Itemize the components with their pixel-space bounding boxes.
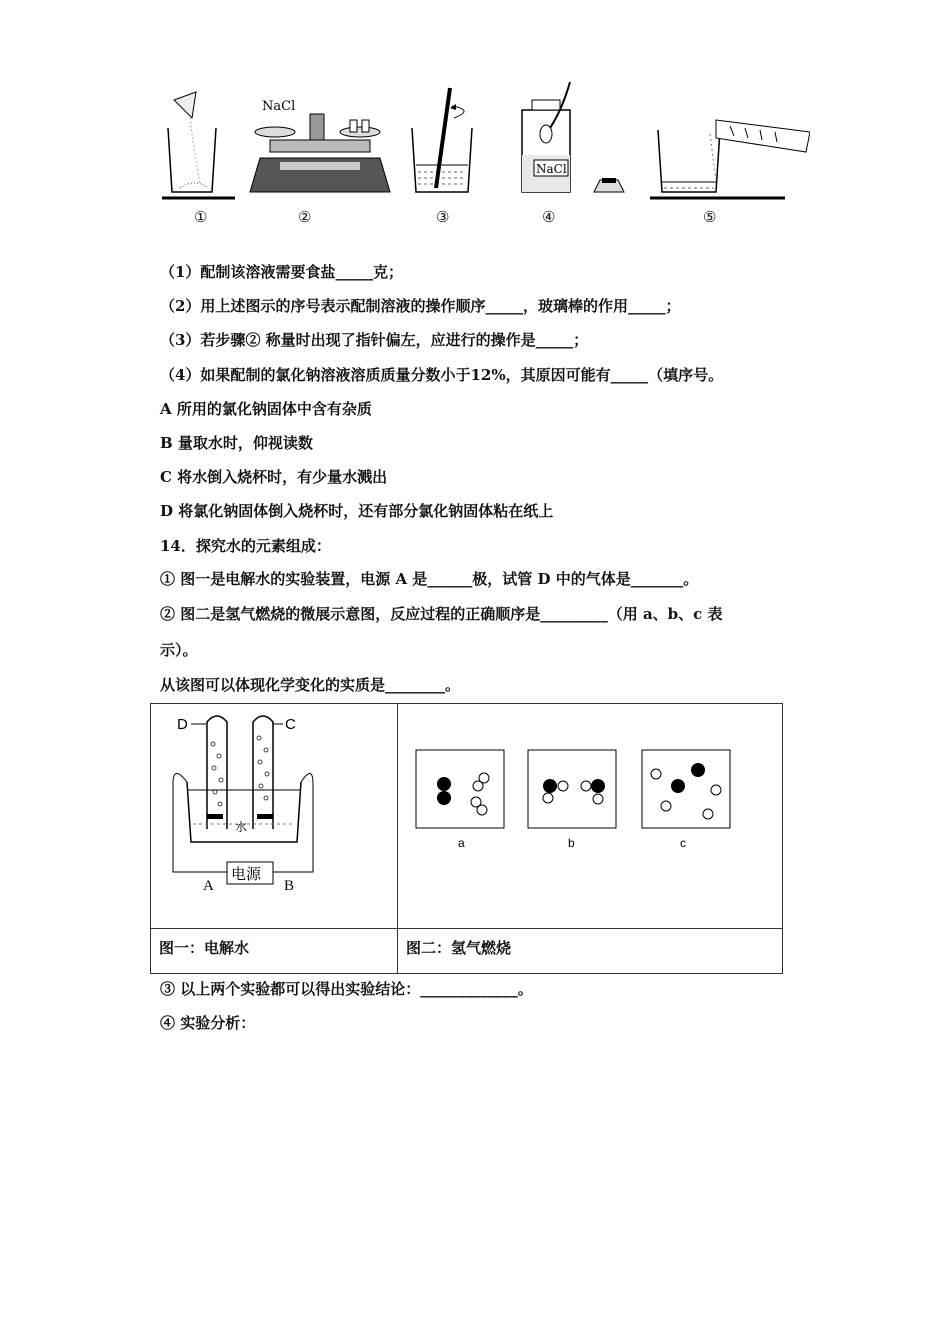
figure2-cell bbox=[398, 704, 783, 929]
hydrogen-combustion-diagram bbox=[398, 704, 782, 924]
panel-b-label: b bbox=[568, 836, 575, 850]
question-14-essence: 从该图可以体现化学变化的实质是________。 bbox=[160, 676, 461, 694]
step-label-1: ① bbox=[194, 208, 208, 226]
step-label-3: ③ bbox=[436, 208, 450, 226]
reagent-label: NaCl bbox=[262, 99, 296, 114]
tube-c-label: C bbox=[285, 716, 296, 733]
electrode-b-label: B bbox=[284, 878, 295, 894]
figure2-caption: 图二：氢气燃烧 bbox=[398, 929, 783, 974]
tube-d-label: D bbox=[177, 716, 188, 733]
balance bbox=[250, 99, 390, 192]
question-1: （1）配制该溶液需要食盐_____克； bbox=[160, 263, 403, 281]
option-b: B 量取水时，仰视读数 bbox=[160, 434, 313, 452]
figures-table bbox=[150, 703, 783, 974]
step-label-2: ② bbox=[298, 208, 312, 226]
figure1-caption: 图一：电解水 bbox=[151, 929, 398, 974]
panel-a-label: a bbox=[458, 836, 465, 850]
reagent-bottle bbox=[522, 82, 624, 192]
power-source-label: 电源 bbox=[231, 866, 262, 883]
question-14-part-4: ④ 实验分析： bbox=[160, 1014, 256, 1032]
option-c: C 将水倒入烧杯时，有少量水溅出 bbox=[160, 468, 388, 486]
figure1-cell bbox=[151, 704, 398, 929]
question-4: （4）如果配制的氯化钠溶液溶质质量分数小于12%，其原因可能有_____（填序号。 bbox=[160, 366, 724, 384]
pour-water-cylinder bbox=[658, 120, 810, 192]
bottle-label: NaCl bbox=[536, 162, 567, 176]
question-3: （3）若步骤② 称量时出现了指针偏左，应进行的操作是_____； bbox=[160, 331, 589, 349]
experiment-steps-figure bbox=[150, 80, 810, 230]
panel-a bbox=[416, 750, 504, 828]
option-d: D 将氯化钠固体倒入烧杯时，还有部分氯化钠固体粘在纸上 bbox=[160, 502, 554, 520]
question-14-part-3: ③ 以上两个实验都可以得出实验结论：_____________。 bbox=[160, 980, 533, 998]
question-14-part-1: ① 图一是电解水的实验装置，电源 A 是______极，试管 D 中的气体是_______。 bbox=[160, 570, 699, 588]
question-14-part-2-cont: 示）。 bbox=[160, 641, 198, 659]
panel-c-label: c bbox=[680, 836, 686, 850]
option-a: A 所用的氯化钠固体中含有杂质 bbox=[160, 400, 372, 418]
beaker-pour-solid bbox=[168, 92, 216, 192]
step-label-5: ⑤ bbox=[703, 208, 717, 226]
beaker-stir bbox=[412, 88, 472, 192]
question-2: （2）用上述图示的序号表示配制溶液的操作顺序_____，玻璃棒的作用_____； bbox=[160, 297, 681, 315]
step-label-4: ④ bbox=[542, 208, 556, 226]
water-label: 水 bbox=[235, 820, 248, 834]
electrode-a-label: A bbox=[203, 878, 214, 894]
question-14-part-2: ② 图二是氢气燃烧的微展示意图，反应过程的正确顺序是_________（用 a、b、c 表 bbox=[160, 605, 723, 623]
electrolysis-apparatus bbox=[151, 704, 397, 924]
question-14-title: 14．探究水的元素组成： bbox=[160, 537, 331, 555]
